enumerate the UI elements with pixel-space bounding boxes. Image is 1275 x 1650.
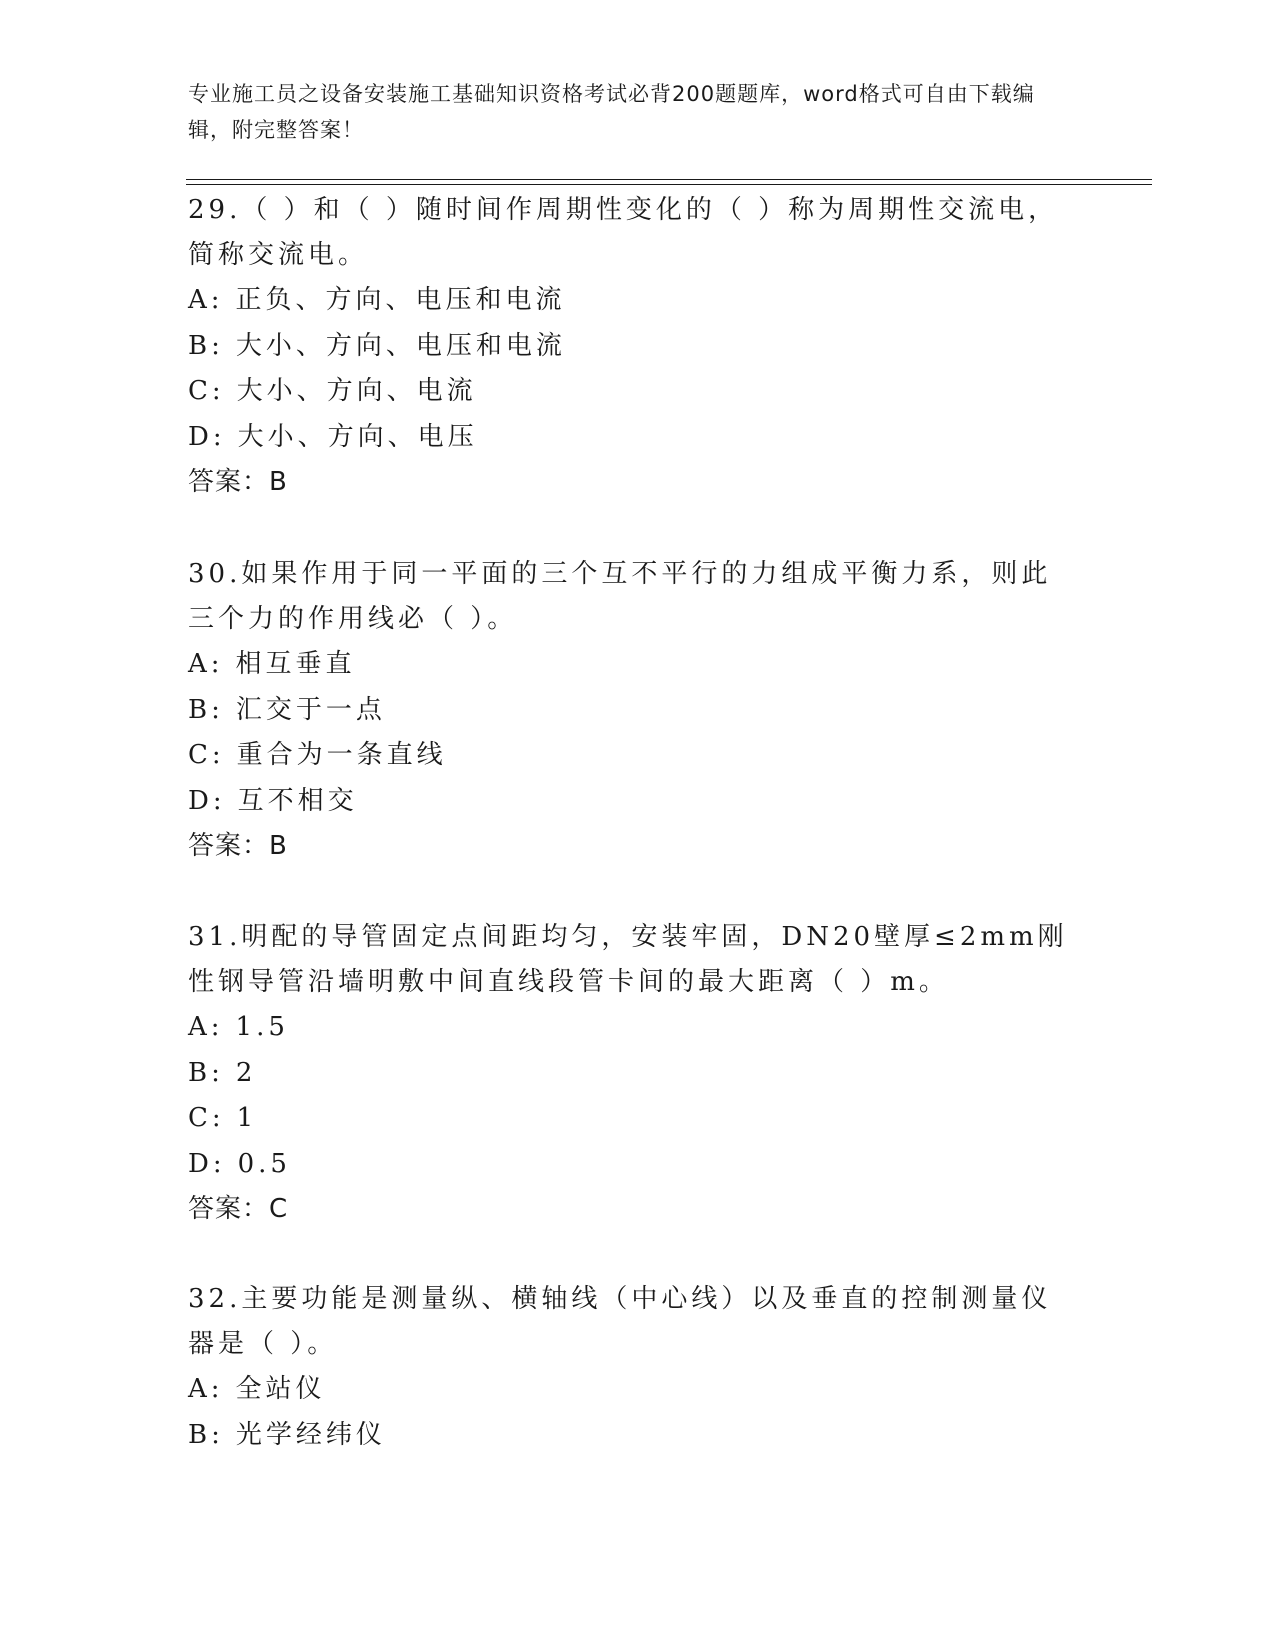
option-text: 1.5 [235, 1012, 289, 1042]
option-a [188, 1367, 1078, 1413]
option-key: B: [188, 1419, 224, 1450]
option-d [188, 1142, 1078, 1188]
option-text: 互不相交 [237, 785, 358, 816]
answer: 答案：C [188, 1194, 289, 1224]
option-key: C: [188, 740, 225, 770]
option-key: B: [188, 1057, 224, 1088]
header-title: 专业施工员之设备安装施工基础知识资格考试必背200题题库，word格式可自由下载编辑，附完整答案！ [188, 82, 1035, 142]
option-key: C: [188, 376, 225, 406]
option-text: 全站仪 [235, 1374, 326, 1404]
header-divider-bottom [186, 184, 1152, 185]
question-stem: 29.（ ）和（ ）随时间作周期性变化的（ ）称为周期性交流电，简称交流电。 [188, 195, 1059, 270]
option-c [188, 369, 1078, 415]
option-text: 相互垂直 [235, 649, 356, 679]
option-key: A: [188, 285, 224, 315]
option-text: 大小、方向、电流 [236, 376, 477, 406]
question-32 [188, 1277, 1078, 1458]
option-b [188, 688, 1078, 734]
header-divider-top [186, 179, 1152, 180]
option-key: B: [188, 330, 224, 361]
option-text: 大小、方向、电压 [237, 421, 478, 452]
option-text: 1 [236, 1103, 258, 1133]
option-text: 大小、方向、电压和电流 [235, 330, 566, 361]
option-b [188, 324, 1078, 370]
option-key: B: [188, 694, 224, 725]
option-c [188, 1096, 1078, 1142]
option-key: A: [188, 1374, 224, 1404]
option-text: 0.5 [237, 1148, 291, 1179]
option-key: A: [188, 1012, 224, 1042]
option-text: 汇交于一点 [235, 694, 386, 725]
answer: 答案：B [188, 467, 288, 497]
option-key: D: [188, 1148, 226, 1179]
question-30 [188, 552, 1078, 869]
option-key: D: [188, 421, 226, 452]
option-c [188, 733, 1078, 779]
question-29 [188, 188, 1078, 505]
option-key: C: [188, 1103, 225, 1133]
option-a [188, 642, 1078, 688]
option-b [188, 1051, 1078, 1097]
question-stem: 30.如果作用于同一平面的三个互不平行的力组成平衡力系，则此三个力的作用线必（ ）。 [188, 559, 1052, 634]
option-d [188, 415, 1078, 461]
option-key: D: [188, 785, 226, 816]
option-text: 2 [235, 1057, 257, 1088]
option-b [188, 1413, 1078, 1459]
question-31 [188, 915, 1078, 1232]
option-text: 重合为一条直线 [236, 740, 447, 770]
question-stem: 31.明配的导管固定点间距均匀，安装牢固，DN20壁厚≤2mm刚性钢导管沿墙明敷中间直线段管卡间的最大距离（ ）m。 [188, 922, 1068, 997]
option-a [188, 1005, 1078, 1051]
option-a [188, 278, 1078, 324]
answer: 答案：B [188, 831, 288, 861]
option-d [188, 779, 1078, 825]
option-key: A: [188, 649, 224, 679]
option-text: 正负、方向、电压和电流 [235, 285, 566, 315]
document-header [188, 76, 1068, 148]
option-text: 光学经纬仪 [235, 1419, 386, 1450]
question-stem: 32.主要功能是测量纵、横轴线（中心线）以及垂直的控制测量仪器是（ ）。 [188, 1284, 1052, 1359]
